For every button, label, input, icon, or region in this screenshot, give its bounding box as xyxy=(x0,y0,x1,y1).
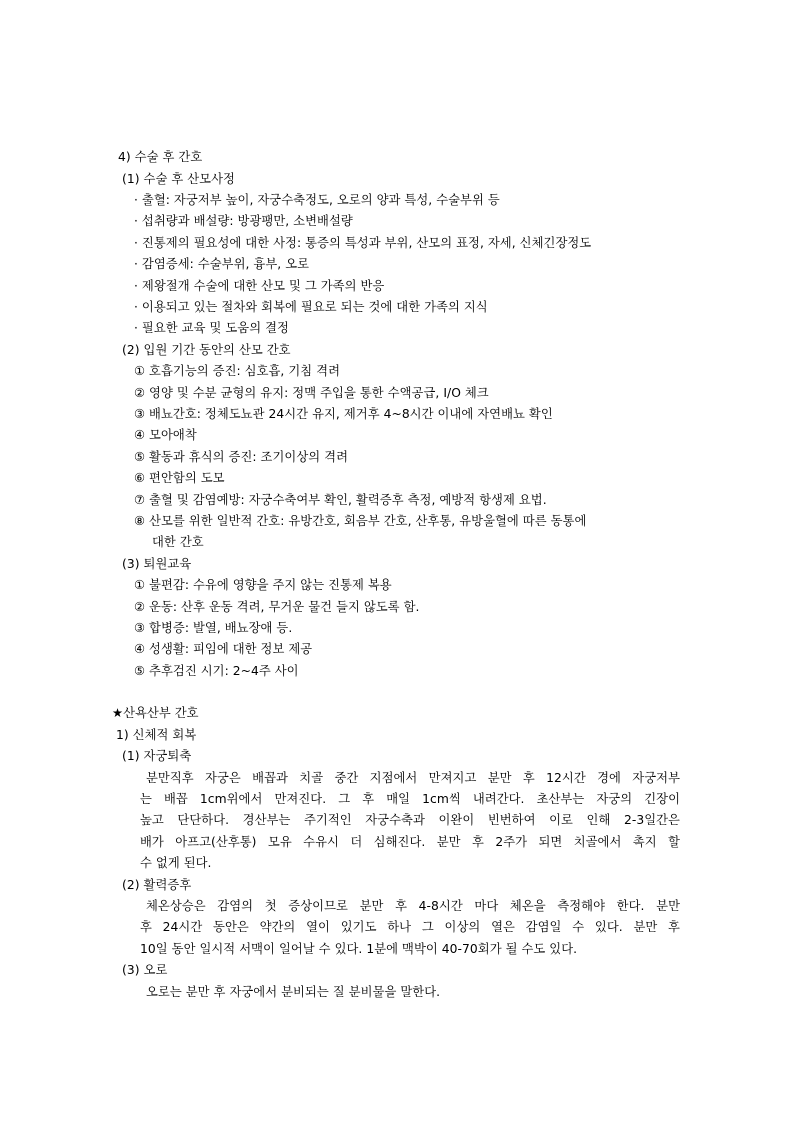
list-item: ④ 모아애착 xyxy=(134,428,197,442)
list-item: ⑤ 활동과 휴식의 증진: 조기이상의 격려 xyxy=(134,450,348,464)
paragraph-line: 수 없게 된다. xyxy=(140,856,212,870)
paragraph-line: 체온상승은 감염의 첫 증상이므로 분만 후 4-8시간 마다 체온을 측정해야 한다. 분만 xyxy=(146,899,680,913)
chapter-heading: ★산욕산부 간호 xyxy=(112,706,199,720)
paragraph-line: 후 24시간 동안은 약간의 열이 있기도 하나 그 이상의 열은 감염일 수 있다. 분만 후 xyxy=(140,920,680,934)
paragraph-line: 배가 아프고(산후통) 모유 수유시 더 심해진다. 분만 후 2주가 되면 치골에서 촉지 할 xyxy=(140,835,680,849)
subsection-heading: (3) 오로 xyxy=(122,963,168,977)
list-item: ③ 배뇨간호: 정체도뇨관 24시간 유지, 제거후 4~8시간 이내에 자연배뇨 확인 xyxy=(134,407,553,421)
list-item: · 감염증세: 수술부위, 흉부, 오로 xyxy=(134,257,310,271)
list-item: ④ 성생활: 피임에 대한 정보 제공 xyxy=(134,642,313,656)
subsection-heading: (2) 입원 기간 동안의 산모 간호 xyxy=(122,343,291,357)
list-item: ⑦ 출혈 및 감염예방: 자궁수축여부 확인, 활력증후 측정, 예방적 항생제 요법. xyxy=(134,493,547,507)
paragraph-line: 높고 단단하다. 경산부는 주기적인 자궁수축과 이완이 빈번하여 이로 인해 2-3일간은 xyxy=(140,813,680,827)
list-item: · 출혈: 자궁저부 높이, 자궁수축정도, 오로의 양과 특성, 수술부위 등 xyxy=(134,193,500,207)
section-heading: 1) 신체적 회복 xyxy=(116,728,197,742)
list-item: · 섭취량과 배설량: 방광팽만, 소변배설량 xyxy=(134,214,353,228)
list-item: ② 운동: 산후 운동 격려, 무거운 물건 들지 않도록 함. xyxy=(134,600,420,614)
paragraph-line: 분만직후 자궁은 배꼽과 치골 중간 지점에서 만져지고 분만 후 12시간 경에 자궁저부 xyxy=(146,771,680,785)
list-item: ⑧ 산모를 위한 일반적 간호: 유방간호, 회음부 간호, 산후통, 유방울혈에 따른 동통에 xyxy=(134,514,587,528)
list-item: · 필요한 교육 및 도움의 결정 xyxy=(134,321,289,335)
list-item: ① 호흡기능의 증진: 심호흡, 기침 격려 xyxy=(134,364,341,378)
list-item: ① 불편감: 수유에 영향을 주지 않는 진통제 복용 xyxy=(134,578,392,592)
subsection-heading: (3) 퇴원교육 xyxy=(122,557,192,571)
list-item-continuation: 대한 간호 xyxy=(152,535,204,549)
list-item: ⑥ 편안함의 도모 xyxy=(134,471,225,485)
list-item: ② 영양 및 수분 균형의 유지: 정맥 주입을 통한 수액공급, I/O 체크 xyxy=(134,386,489,400)
list-item: · 제왕절개 수술에 대한 산모 및 그 가족의 반응 xyxy=(134,279,385,293)
paragraph-line: 오로는 분만 후 자궁에서 분비되는 질 분비물을 말한다. xyxy=(146,985,441,999)
section-heading: 4) 수술 후 간호 xyxy=(118,150,203,164)
paragraph-line: 는 배꼽 1cm위에서 만져진다. 그 후 매일 1cm씩 내려간다. 초산부는 자궁의 긴장이 xyxy=(140,792,680,806)
list-item: · 이용되고 있는 절차와 회복에 필요로 되는 것에 대한 가족의 지식 xyxy=(134,300,488,314)
list-item: · 진통제의 필요성에 대한 사정: 통증의 특성과 부위, 산모의 표정, 자세, 신체긴장정도 xyxy=(134,236,592,250)
subsection-heading: (1) 수술 후 산모사정 xyxy=(122,172,235,186)
paragraph-line: 10일 동안 일시적 서맥이 일어날 수 있다. 1분에 맥박이 40-70회가 될 수도 있다. xyxy=(140,942,578,956)
subsection-heading: (1) 자궁퇴축 xyxy=(122,749,192,763)
list-item: ③ 합병증: 발열, 배뇨장애 등. xyxy=(134,621,293,635)
subsection-heading: (2) 활력증후 xyxy=(122,878,192,892)
list-item: ⑤ 추후검진 시기: 2~4주 사이 xyxy=(134,664,299,678)
